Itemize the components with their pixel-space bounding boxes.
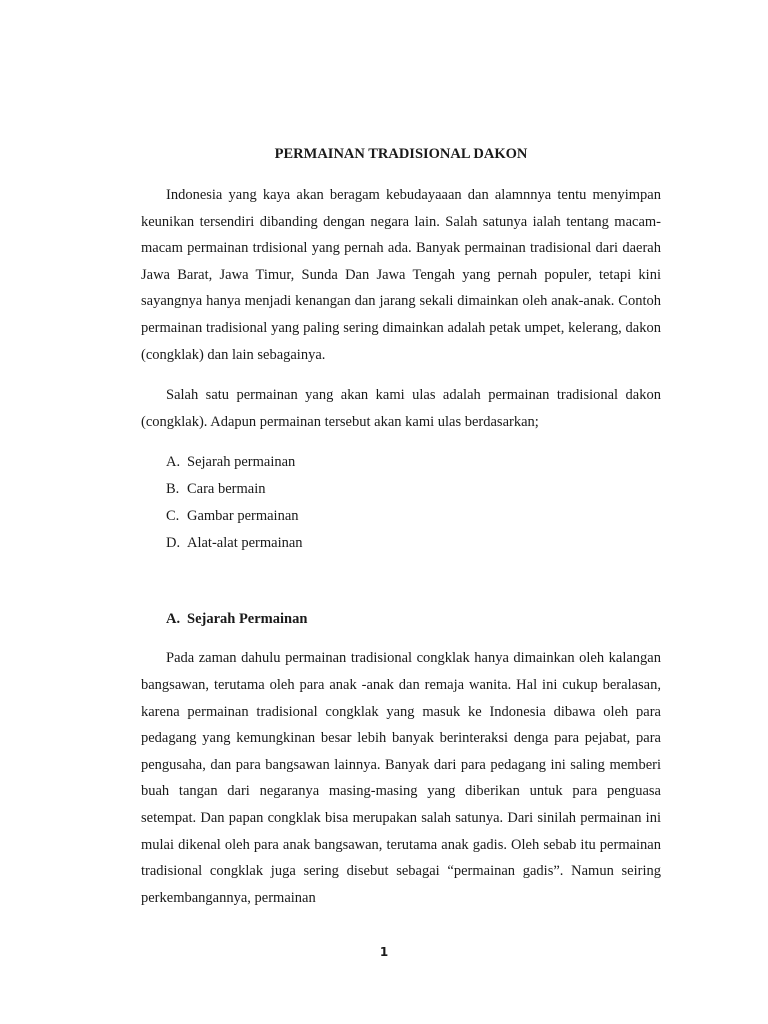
- list-item-text: Gambar permainan: [187, 508, 299, 525]
- list-marker: D.: [166, 535, 181, 552]
- list-marker: B.: [166, 481, 180, 498]
- intro-paragraph: Indonesia yang kaya akan beragam kebudayaaan dan alamnnya tentu menyimpan keunikan tersendiri dibanding dengan negara lain. Salah satunya ialah tentang macam-macam permainan trdisional yang pernah ada. Banyak permainan tradisional dari daerah Jawa Barat, Jawa Timur, Sunda Dan Jawa Tengah yang pernah populer, tetapi kini sayangnya hanya menjadi kenangan dan jarang sekali dimainkan oleh anak-anak. Contoh permainan tradisional yang paling sering dimainkan adalah petak umpet, kelerang, dakon (congklak) dan lain sebagainya.: [141, 187, 661, 363]
- list-marker: A.: [166, 454, 181, 471]
- page-number: 1: [379, 945, 389, 959]
- list-item: [166, 530, 661, 557]
- list-item: [166, 503, 661, 530]
- list-item: [166, 449, 661, 476]
- list-item-text: Sejarah permainan: [187, 454, 296, 471]
- section-heading: [141, 609, 661, 629]
- topic-list: [141, 449, 661, 557]
- list-item: [166, 476, 661, 503]
- document-title: PERMAINAN TRADISIONAL DAKON: [274, 146, 528, 162]
- section-heading-text: Sejarah Permainan: [187, 611, 308, 628]
- list-item-text: Alat-alat permainan: [187, 535, 303, 552]
- list-item-text: Cara bermain: [187, 481, 266, 498]
- section-marker: A.: [166, 611, 181, 628]
- list-marker: C.: [166, 508, 180, 525]
- scope-paragraph: Salah satu permainan yang akan kami ulas adalah permainan tradisional dakon (congklak). Adapun permainan tersebut akan kami ulas berdasarkan;: [141, 387, 661, 430]
- page-content: [141, 144, 661, 911]
- history-paragraph: Pada zaman dahulu permainan tradisional congklak hanya dimainkan oleh kalangan bangsawan, terutama oleh para anak -anak dan remaja wanita. Hal ini cukup beralasan, karena permainan tradisional congklak yang masuk ke Indonesia dibawa oleh para pedagang yang kemungkinan besar lebih banyak berinteraksi denga para pejabat, para pengusaha, dan para bangsawan lainnya. Banyak dari para pedagang ini saling memberi buah tangan dari negaranya masing-masing yang diberikan untuk para penguasa setempat. Dan papan congklak bisa merupakan salah satunya. Dari sinilah permainan ini mulai dikenal oleh para anak bangsawan, terutama anak gadis. Oleh sebab itu permainan tradisional congklak juga sering disebut sebagai “permainan gadis”. Namun seiring perkembangannya, permainan: [141, 650, 661, 906]
